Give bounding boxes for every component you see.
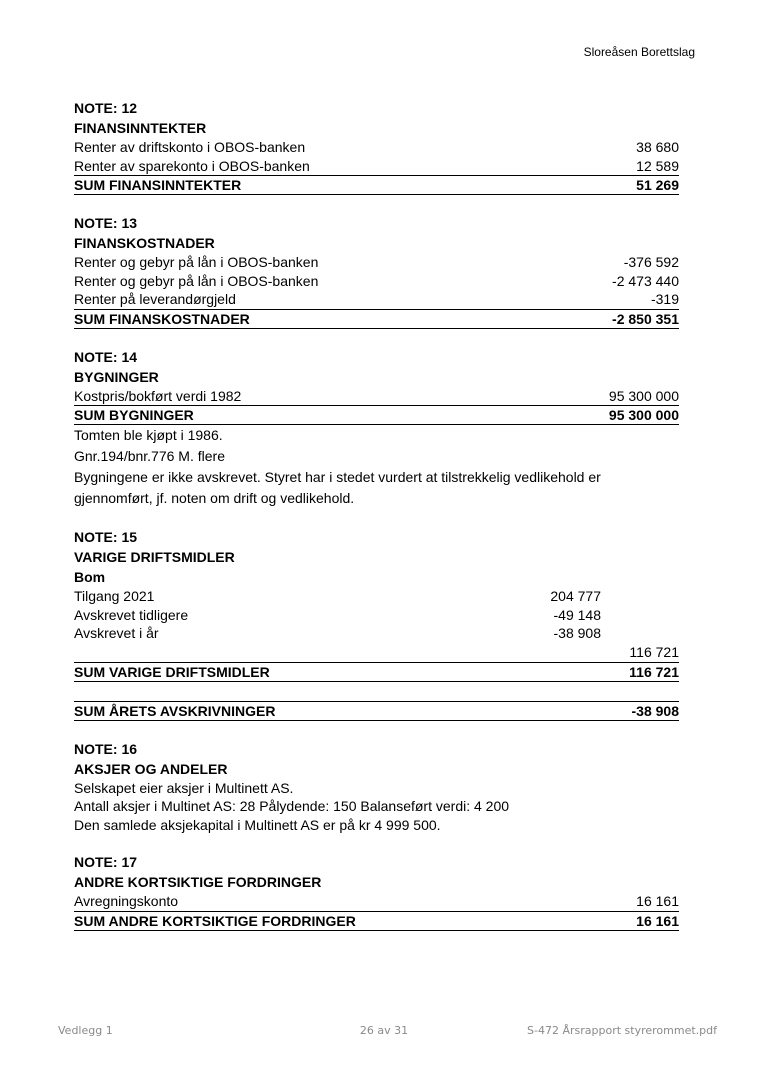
text-line: Selskapet eier aksjer i Multinett AS. xyxy=(74,779,294,796)
row-label: Tilgang 2021 xyxy=(74,588,155,604)
row-value: 95 300 000 xyxy=(608,387,679,404)
row-label: Renter av sparekonto i OBOS-banken xyxy=(74,157,310,174)
sum-row xyxy=(74,406,679,425)
note-13 xyxy=(74,213,679,329)
note-title: FINANSINNTEKTER xyxy=(74,120,207,136)
note-title: BYGNINGER xyxy=(74,368,159,385)
note-text: Tomten ble kjøpt i 1986. xyxy=(74,427,223,443)
note-subheading: Bom xyxy=(74,569,106,585)
sum-row xyxy=(74,309,679,329)
sum-value: -38 908 xyxy=(631,702,679,719)
row-value: -2 473 440 xyxy=(612,272,679,289)
row-label: Renter på leverandørgjeld xyxy=(74,291,236,307)
note-number: NOTE: 15 xyxy=(74,529,138,545)
note-text: Gnr.194/bnr.776 M. flere xyxy=(74,448,225,464)
sum-row xyxy=(74,662,679,682)
sum-label: SUM BYGNINGER xyxy=(74,407,194,423)
table-row xyxy=(74,157,679,176)
row-value: 204 777 xyxy=(550,588,601,604)
footer-left: Vedlegg 1 xyxy=(58,1024,113,1037)
note-number: NOTE: 12 xyxy=(74,100,138,116)
note-text: Bygningene er ikke avskrevet. Styret har i stedet vurdert at tilstrekkelig vedlikehold er xyxy=(74,469,601,485)
sum-label: SUM ÅRETS AVSKRIVNINGER xyxy=(74,702,276,719)
sum-value: -2 850 351 xyxy=(612,310,679,327)
note-text: gjennomført, jf. noten om drift og vedlikehold. xyxy=(74,490,355,506)
sum-value: 116 721 xyxy=(629,663,679,680)
row-label: Renter og gebyr på lån i OBOS-banken xyxy=(74,254,319,270)
sum-label: SUM FINANSKOSTNADER xyxy=(74,310,250,327)
sum-value: 95 300 000 xyxy=(608,407,679,423)
sum-row xyxy=(74,701,679,721)
row-value: -376 592 xyxy=(623,254,679,270)
table-row xyxy=(74,606,679,625)
text-line: Den samlede aksjekapital i Multinett AS er på kr 4 999 500. xyxy=(74,816,441,833)
note-title: ANDRE KORTSIKTIGE FORDRINGER xyxy=(74,874,322,890)
row-value: -49 148 xyxy=(553,606,601,623)
sum-label: SUM VARIGE DRIFTSMIDLER xyxy=(74,663,270,680)
row-label: Renter av driftskonto i OBOS-banken xyxy=(74,139,306,155)
sum-value: 51 269 xyxy=(636,177,679,193)
row-label: Avregningskonto xyxy=(74,893,179,909)
note-14 xyxy=(74,347,679,510)
row-label: Kostpris/bokført verdi 1982 xyxy=(74,387,242,404)
note-number: NOTE: 17 xyxy=(74,854,138,870)
subtotal-value: 116 721 xyxy=(629,643,679,660)
note-12 xyxy=(74,98,679,195)
sum-label: SUM FINANSINNTEKTER xyxy=(74,177,242,193)
row-value: 12 589 xyxy=(636,157,679,174)
table-row xyxy=(74,624,679,643)
row-label: Avskrevet tidligere xyxy=(74,606,189,623)
row-value: 16 161 xyxy=(636,893,679,909)
text-line: Antall aksjer i Multinet AS: 28 Pålydende: 150 Balanseført verdi: 4 200 xyxy=(74,798,510,814)
note-title: FINANSKOSTNADER xyxy=(74,235,215,251)
note-number: NOTE: 13 xyxy=(74,215,138,231)
note-text xyxy=(74,816,679,835)
sum-value: 16 161 xyxy=(636,912,679,929)
table-row xyxy=(74,138,679,157)
note-15 xyxy=(74,527,679,721)
table-row xyxy=(74,272,679,291)
note-number: NOTE: 16 xyxy=(74,740,138,757)
notes-content xyxy=(74,98,679,949)
sum-label: SUM ANDRE KORTSIKTIGE FORDRINGER xyxy=(74,912,356,929)
sum-row xyxy=(74,175,679,195)
table-row xyxy=(74,290,679,309)
company-name: Sloreåsen Borettslag xyxy=(583,45,695,59)
table-row xyxy=(74,587,679,606)
row-label: Avskrevet i år xyxy=(74,625,159,641)
note-text xyxy=(74,779,679,798)
note-16 xyxy=(74,739,679,835)
page-number: 26 av 31 xyxy=(359,1024,409,1037)
table-row xyxy=(74,892,679,912)
table-row xyxy=(74,387,679,407)
sum-row xyxy=(74,912,679,931)
footer-filename: S-472 Årsrapport styrerommet.pdf xyxy=(527,1024,717,1037)
note-title: AKSJER OG ANDELER xyxy=(74,760,228,777)
note-title: VARIGE DRIFTSMIDLER xyxy=(74,549,235,565)
note-text xyxy=(74,797,679,816)
table-row xyxy=(74,253,679,272)
row-value: -38 908 xyxy=(553,625,601,641)
spacer xyxy=(74,682,679,701)
row-value: -319 xyxy=(650,291,679,307)
row-label: Renter og gebyr på lån i OBOS-banken xyxy=(74,272,319,289)
note-17 xyxy=(74,852,679,931)
note-number: NOTE: 14 xyxy=(74,348,138,365)
row-value: 38 680 xyxy=(636,139,679,155)
